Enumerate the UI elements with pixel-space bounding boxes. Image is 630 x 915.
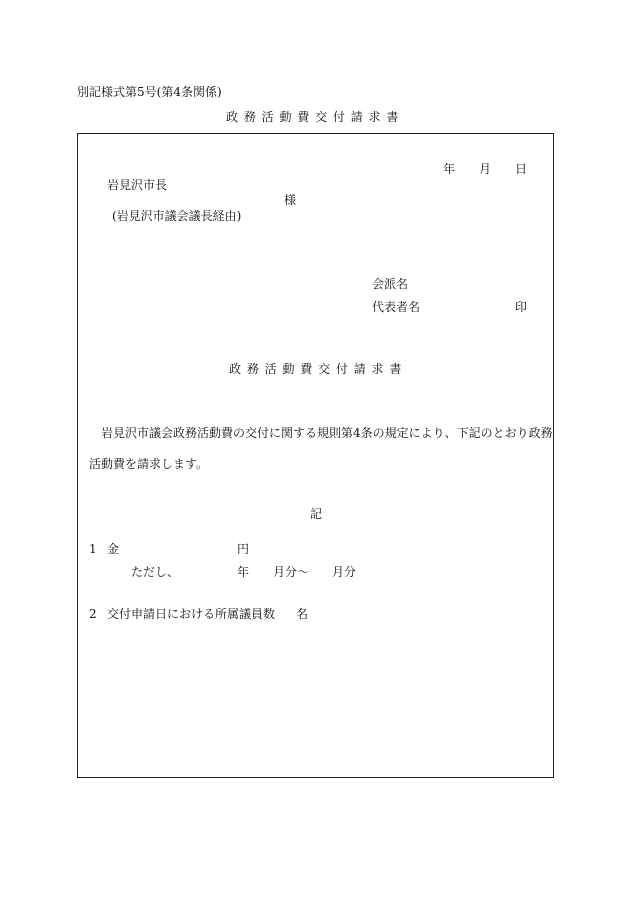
item1-to-month-label: 月分 (332, 565, 357, 579)
item2-label: 交付申請日における所属議員数 (107, 607, 276, 621)
request-text-line2: 活動費を請求します。 (89, 457, 209, 471)
date-year-label: 年 (443, 162, 456, 176)
form-frame (77, 133, 554, 778)
request-text-line1: 岩見沢市議会政務活動費の交付に関する規則第4条の規定により、下記のとおり政務 (101, 426, 553, 440)
body-title: 政 務 活 動 費 交 付 請 求 書 (229, 362, 403, 376)
faction-label: 会派名 (372, 277, 409, 291)
item1-yen-unit: 円 (237, 542, 250, 556)
date-month-label: 月 (479, 162, 492, 176)
item2-unit: 名 (296, 607, 309, 621)
addressee-name: 岩見沢市長 (107, 178, 168, 192)
item2-number: 2 (89, 607, 97, 621)
document-title: 政 務 活 動 費 交 付 請 求 書 (226, 110, 400, 124)
note-heading: 記 (310, 507, 323, 521)
addressee-honorific: 様 (284, 193, 297, 207)
item1-year-label: 年 (237, 565, 250, 579)
item1-proviso: ただし、 (131, 565, 180, 579)
item1-amount-label: 金 (107, 542, 120, 556)
addressee-via: (岩見沢市議会議長経由) (112, 209, 242, 223)
form-number: 別記様式第5号(第4条関係) (77, 85, 222, 99)
representative-label: 代表者名 (372, 300, 421, 314)
item1-from-month-label: 月分〜 (273, 565, 310, 579)
seal-mark: 印 (515, 300, 528, 314)
date-day-label: 日 (515, 162, 528, 176)
item1-number: 1 (89, 542, 97, 556)
